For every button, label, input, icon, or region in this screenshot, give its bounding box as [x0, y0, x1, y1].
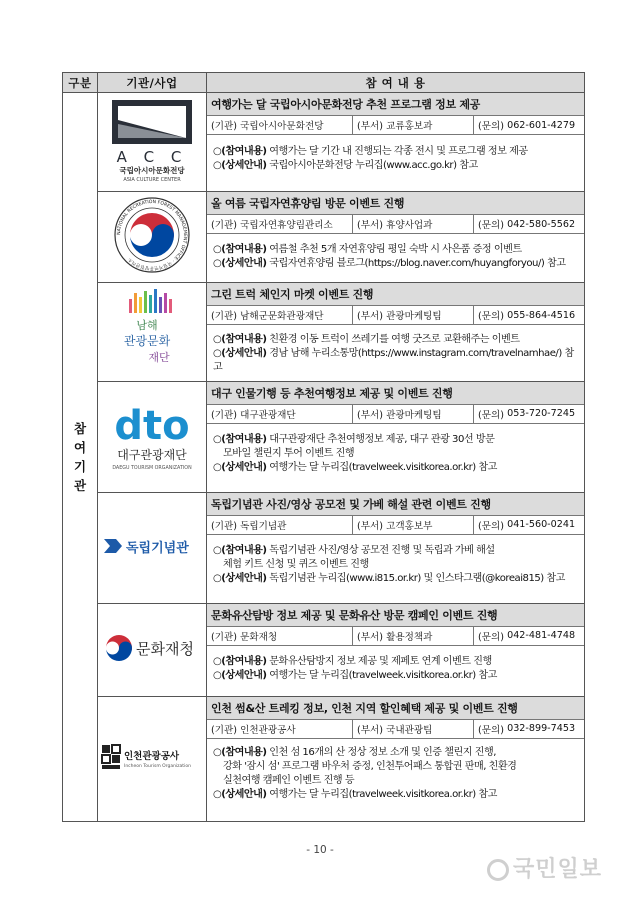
forest-emblem-icon: [112, 195, 192, 275]
header-agency: 기관/사업: [98, 73, 207, 93]
dept-name: 국내관광팀: [386, 724, 433, 736]
detail-text: 여름철 추천 5개 자연휴양림 평일 숙박 시 사은품 증정 이벤트: [269, 244, 522, 255]
contact-number: 041-560-0241: [507, 519, 576, 531]
table-header-row: [63, 73, 585, 93]
table-row: [63, 283, 585, 382]
contact-number: 042-481-4748: [507, 630, 576, 642]
dto-logo-icon: [104, 393, 200, 477]
contact-number: 042-580-5562: [507, 218, 576, 230]
info-row: (기관) 대구관광재단 (부서) 관광마케팅팀 (문의) 053-720-7245: [207, 405, 584, 424]
svg-text:재단: 재단: [148, 350, 170, 364]
acc-logo-icon: [104, 96, 200, 184]
guide-text: 국립아시아문화전당 누리집(www.acc.go.kr) 참고: [269, 160, 478, 172]
detail-text: 독립기념관 사진/영상 공모전 진행 및 독립과 가베 해설: [269, 544, 495, 556]
detail-text-cont: 모바일 챌린지 투어 이벤트 진행: [223, 447, 355, 459]
detail-text: 친환경 이동 트럭이 쓰레기를 여행 굿즈로 교환해주는 이벤트: [269, 334, 520, 345]
svg-text:관광문화: 관광문화: [123, 333, 171, 348]
guide-text: 여행가는 달 누리집(travelweek.visitkorea.or.kr) 참고: [269, 462, 497, 474]
participation-table: [62, 72, 585, 822]
guide-text: 국립자연휴양림 블로그(https://blog.naver.com/huyangforyou/) 참고: [269, 258, 566, 270]
info-row: (기관) 인천관광공사 (부서) 국내관광팀 (문의) 032-899-7453: [207, 720, 584, 739]
svg-text:dto: dto: [114, 402, 190, 449]
cultural-heritage-logo-icon: [102, 628, 202, 668]
detail-text-cont: 강화 '잠시 섬' 프로그램 바우처 증정, 인천투어패스 통합권 판매, 친환경: [223, 760, 517, 772]
guide-text: 여행가는 달 누리집(travelweek.visitkorea.or.kr) 참고: [269, 789, 497, 801]
independence-hall-logo-icon: [102, 531, 202, 561]
detail-text: 인천 섬 16개의 산 정상 정보 소개 및 인증 챌린지 진행,: [269, 746, 496, 758]
guide-text: 독립기념관 누리집(www.i815.or.kr) 및 인스타그램(@koreai815) 참고: [269, 573, 565, 585]
incheon-content: 인천 썸&산 트레킹 정보, 인천 지역 할인혜택 제공 및 이벤트 진행 (기관) 인천관광공사 (부서) 국내관광팀 (문의) 032-899-7453 ○(참여내용) 인천 섬 16개의 산 정상 정보 소개 및 인증 챌린지 진행, 강화 '잠시 섬' 프로그램 바우처 증정, 인천투어패스 통합권 판매, 친환경 실천여행 캠페인 이벤트 진행 등 ○(상세안내) 여행가는 달 누리집(travelweek.visitkorea.or.kr) 참고: [207, 696, 585, 821]
agency-name: 국립자연휴양림관리소: [240, 220, 333, 231]
i815-logo: [98, 492, 207, 603]
row-title: 독립기념관 사진/영상 공모전 및 가베 해설 관련 이벤트 진행: [207, 493, 584, 516]
info-row: (기관) 국립자연휴양림관리소 (부서) 휴양사업과 (문의) 042-580-5562: [207, 215, 584, 234]
contact-number: 055-864-4516: [507, 309, 576, 321]
svg-text:국립아시아문화전당: 국립아시아문화전당: [119, 166, 185, 175]
forest-content: 올 여름 국립자연휴양림 방문 이벤트 진행 (기관) 국립자연휴양림관리소 (부서) 휴양사업과 (문의) 042-580-5562 ○(참여내용) 여름철 추천 5개 자연휴양림 평일 숙박 시 사은품 증정 이벤트 ○(상세안내) 국립자연휴양림 블로그(https://blog.naver.com/huyangforyou/) 참고: [207, 192, 585, 283]
svg-text:DAEGU TOURISM ORGANIZATION: DAEGU TOURISM ORGANIZATION: [112, 465, 192, 471]
header-category: 구분: [63, 73, 98, 93]
svg-text:A C C: A C C: [116, 148, 188, 166]
agency-name: 문화재청: [240, 631, 278, 643]
detail-text: 대구관광재단 추천여행정보 제공, 대구 관광 30선 방문: [269, 433, 495, 445]
agency-name: 남해군문화관광재단: [240, 311, 324, 322]
table-row: [63, 192, 585, 283]
table-row: [63, 93, 585, 192]
dept-name: 관광마케팅팀: [386, 409, 442, 421]
i815-content: 독립기념관 사진/영상 공모전 및 가베 해설 관련 이벤트 진행 (기관) 독립기념관 (부서) 고객홍보부 (문의) 041-560-0241 ○(참여내용) 독립기념관 사진/영상 공모전 진행 및 독립과 가베 해설 체험 키트 신청 및 퀴즈 이벤트 진행 ○(상세안내) 독립기념관 누리집(www.i815.or.kr) 및 인스타그램(@koreai815) 참고: [207, 492, 585, 603]
dept-name: 활용정책과: [386, 631, 433, 643]
guide-text: 경남 남해 누리소통망(https://www.instagram.com/travelnamhae/) 참고: [213, 348, 574, 374]
info-row: (기관) 독립기념관 (부서) 고객홍보부 (문의) 041-560-0241: [207, 516, 584, 535]
incheon-logo: [98, 696, 207, 821]
namhae-logo-icon: [107, 289, 197, 371]
category-cell: 참 여 기 관: [63, 93, 98, 822]
svg-text:NATIONAL RECREATION FOREST MAN: NATIONAL RECREATION FOREST MANAGEMENT OFFICE · 국립자연휴양림관리소: [116, 199, 188, 271]
detail-text-cont: 체험 키트 신청 및 퀴즈 이벤트 진행: [223, 558, 369, 570]
row-title: 문화유산탐방 정보 제공 및 문화유산 방문 캠페인 이벤트 진행: [207, 604, 584, 627]
svg-text:인천관광공사: 인천관광공사: [124, 750, 180, 762]
row-title: 그린 트럭 체인지 마켓 이벤트 진행: [207, 283, 584, 306]
dept-name: 휴양사업과: [386, 220, 433, 231]
contact-number: 032-899-7453: [507, 723, 576, 735]
dept-name: 관광마케팅팀: [386, 311, 442, 322]
table-row: [63, 381, 585, 492]
detail-text: 문화유산탐방지 정보 제공 및 제페토 연계 이벤트 진행: [269, 655, 492, 667]
watermark: 국민일보: [487, 852, 602, 883]
info-row: (기관) 국립아시아문화전당 (부서) 교류홍보과 (문의) 062-601-4279: [207, 116, 584, 135]
agency-name: 인천관광공사: [240, 724, 296, 736]
row-title: 올 여름 국립자연휴양림 방문 이벤트 진행: [207, 192, 584, 215]
svg-text:남해: 남해: [136, 318, 158, 332]
row-title: 대구 인물기행 등 추천여행정보 제공 및 이벤트 진행: [207, 382, 584, 405]
agency-name: 국립아시아문화전당: [240, 121, 324, 132]
svg-text:문화재청: 문화재청: [136, 639, 194, 658]
table-row: [63, 603, 585, 696]
svg-text:독립기념관: 독립기념관: [126, 540, 189, 556]
dept-name: 고객홍보부: [386, 520, 433, 532]
forest-logo: [98, 192, 207, 283]
header-content: 참 여 내 용: [207, 73, 585, 93]
page-number: - 10 -: [306, 844, 334, 856]
svg-text:ASIA CULTURE CENTER: ASIA CULTURE CENTER: [123, 177, 181, 183]
dto-logo: [98, 381, 207, 492]
namhae-content: 그린 트럭 체인지 마켓 이벤트 진행 (기관) 남해군문화관광재단 (부서) 관광마케팅팀 (문의) 055-864-4516 ○(참여내용) 친환경 이동 트럭이 쓰레기를 여행 굿즈로 교환해주는 이벤트 ○(상세안내) 경남 남해 누리소통망(https://www.instagram.com/travelnamhae/) 참고: [207, 283, 585, 382]
namhae-logo: [98, 283, 207, 382]
detail-text: 여행가는 달 기간 내 진행되는 각종 전시 및 프로그램 정보 제공: [269, 146, 528, 157]
agency-name: 독립기념관: [240, 520, 287, 532]
document-page: [62, 72, 584, 822]
row-title: 여행가는 달 국립아시아문화전당 추천 프로그램 정보 제공: [207, 93, 584, 116]
table-row: [63, 492, 585, 603]
watermark-ring-icon: [487, 859, 509, 881]
contact-number: 062-601-4279: [507, 119, 576, 131]
table-row: [63, 696, 585, 821]
svg-text:대구관광재단: 대구관광재단: [117, 447, 187, 462]
contact-number: 053-720-7245: [507, 408, 576, 420]
guide-text: 여행가는 달 누리집(travelweek.visitkorea.or.kr) 참고: [269, 669, 497, 681]
dto-content: 대구 인물기행 등 추천여행정보 제공 및 이벤트 진행 (기관) 대구관광재단 (부서) 관광마케팅팀 (문의) 053-720-7245 ○(참여내용) 대구관광재단 추천여행정보 제공, 대구 관광 30선 방문 모바일 챌린지 투어 이벤트 진행 ○(상세안내) 여행가는 달 누리집(travelweek.visitkorea.or.kr) 참고: [207, 381, 585, 492]
cha-logo: [98, 603, 207, 696]
acc-logo: [98, 93, 207, 192]
row-title: 인천 썸&산 트레킹 정보, 인천 지역 할인혜택 제공 및 이벤트 진행: [207, 697, 584, 720]
acc-content: 여행가는 달 국립아시아문화전당 추천 프로그램 정보 제공 (기관) 국립아시아문화전당 (부서) 교류홍보과 (문의) 062-601-4279 ○(참여내용) 여행가는 달 기간 내 진행되는 각종 전시 및 프로그램 정보 제공 ○(상세안내) 국립아시아문화전당 누리집(www.acc.go.kr) 참고: [207, 93, 585, 192]
cha-content: 문화유산탐방 정보 제공 및 문화유산 방문 캠페인 이벤트 진행 (기관) 문화재청 (부서) 활용정책과 (문의) 042-481-4748 ○(참여내용) 문화유산탐방지 정보 제공 및 제페토 연계 이벤트 진행 ○(상세안내) 여행가는 달 누리집(travelweek.visitkorea.or.kr) 참고: [207, 603, 585, 696]
detail-text-cont: 실천여행 캠페인 이벤트 진행 등: [223, 775, 355, 787]
info-row: (기관) 문화재청 (부서) 활용정책과 (문의) 042-481-4748: [207, 627, 584, 646]
dept-name: 교류홍보과: [386, 121, 433, 132]
agency-name: 대구관광재단: [240, 409, 296, 421]
svg-text:Incheon Tourism Organization: Incheon Tourism Organization: [124, 763, 191, 769]
incheon-tourism-logo-icon: [100, 737, 204, 777]
info-row: (기관) 남해군문화관광재단 (부서) 관광마케팅팀 (문의) 055-864-4516: [207, 306, 584, 325]
